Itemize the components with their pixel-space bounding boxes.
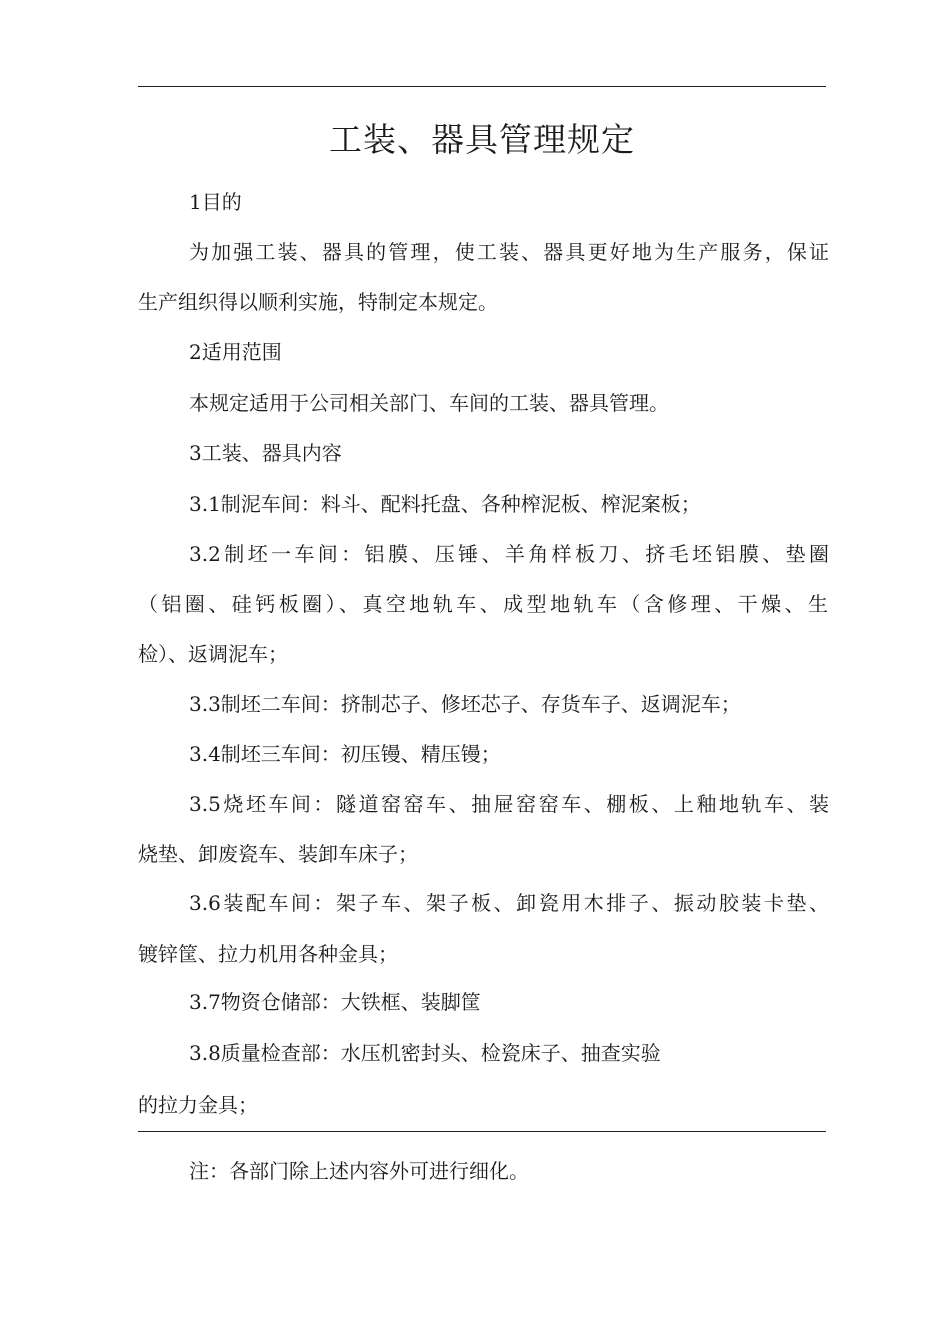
item-3-1: 3.1制泥车间：料斗、配料托盘、各种榨泥板、榨泥案板；	[189, 492, 701, 516]
item-3-5-line-2: 烧垫、卸废瓷车、装卸车床子；	[138, 842, 418, 866]
item-3-2-line-2: （铝圈、硅钙板圈）、真空地轨车、成型地轨车（含修理、干燥、生	[138, 592, 828, 616]
item-3-8-line-1: 3.8质量检查部：水压机密封头、检瓷床子、抽查实验	[189, 1041, 661, 1065]
section-2-heading: 2适用范围	[189, 340, 282, 364]
section-1-heading: 1目的	[189, 190, 242, 214]
section-2-body: 本规定适用于公司相关部门、车间的工装、器具管理。	[189, 391, 669, 415]
item-3-2-line-3: 检）、返调泥车；	[138, 642, 288, 666]
item-3-6-line-1: 3.6装配车间：架子车、架子板、卸瓷用木排子、振动胶装卡垫、	[189, 891, 829, 915]
item-3-3: 3.3制坯二车间：挤制芯子、修坯芯子、存货车子、返调泥车；	[189, 692, 741, 716]
item-3-5-line-1: 3.5烧坯车间：隧道窑窑车、抽屉窑窑车、棚板、上釉地轨车、装	[189, 792, 829, 816]
item-3-8-line-2: 的拉力金具；	[138, 1093, 258, 1117]
section-1-body-line-2: 生产组织得以顺利实施，特制定本规定。	[138, 290, 498, 314]
section-1-body-line-1: 为加强工装、器具的管理，使工装、器具更好地为生产服务，保证	[189, 240, 829, 264]
item-3-7: 3.7物资仓储部：大铁框、装脚筐	[189, 990, 481, 1014]
document-title: 工装、器具管理规定	[329, 120, 635, 159]
section-3-heading: 3工装、器具内容	[189, 441, 342, 465]
footnote-rule	[138, 1131, 826, 1132]
footnote: 注：各部门除上述内容外可进行细化。	[189, 1159, 529, 1183]
item-3-4: 3.4制坯三车间：初压镘、精压镘；	[189, 742, 501, 766]
header-rule	[138, 86, 826, 87]
item-3-2-line-1: 3.2制坯一车间：铝膜、压锤、羊角样板刀、挤毛坯铝膜、垫圈	[189, 542, 829, 566]
item-3-6-line-2: 镀锌筐、拉力机用各种金具；	[138, 942, 398, 966]
